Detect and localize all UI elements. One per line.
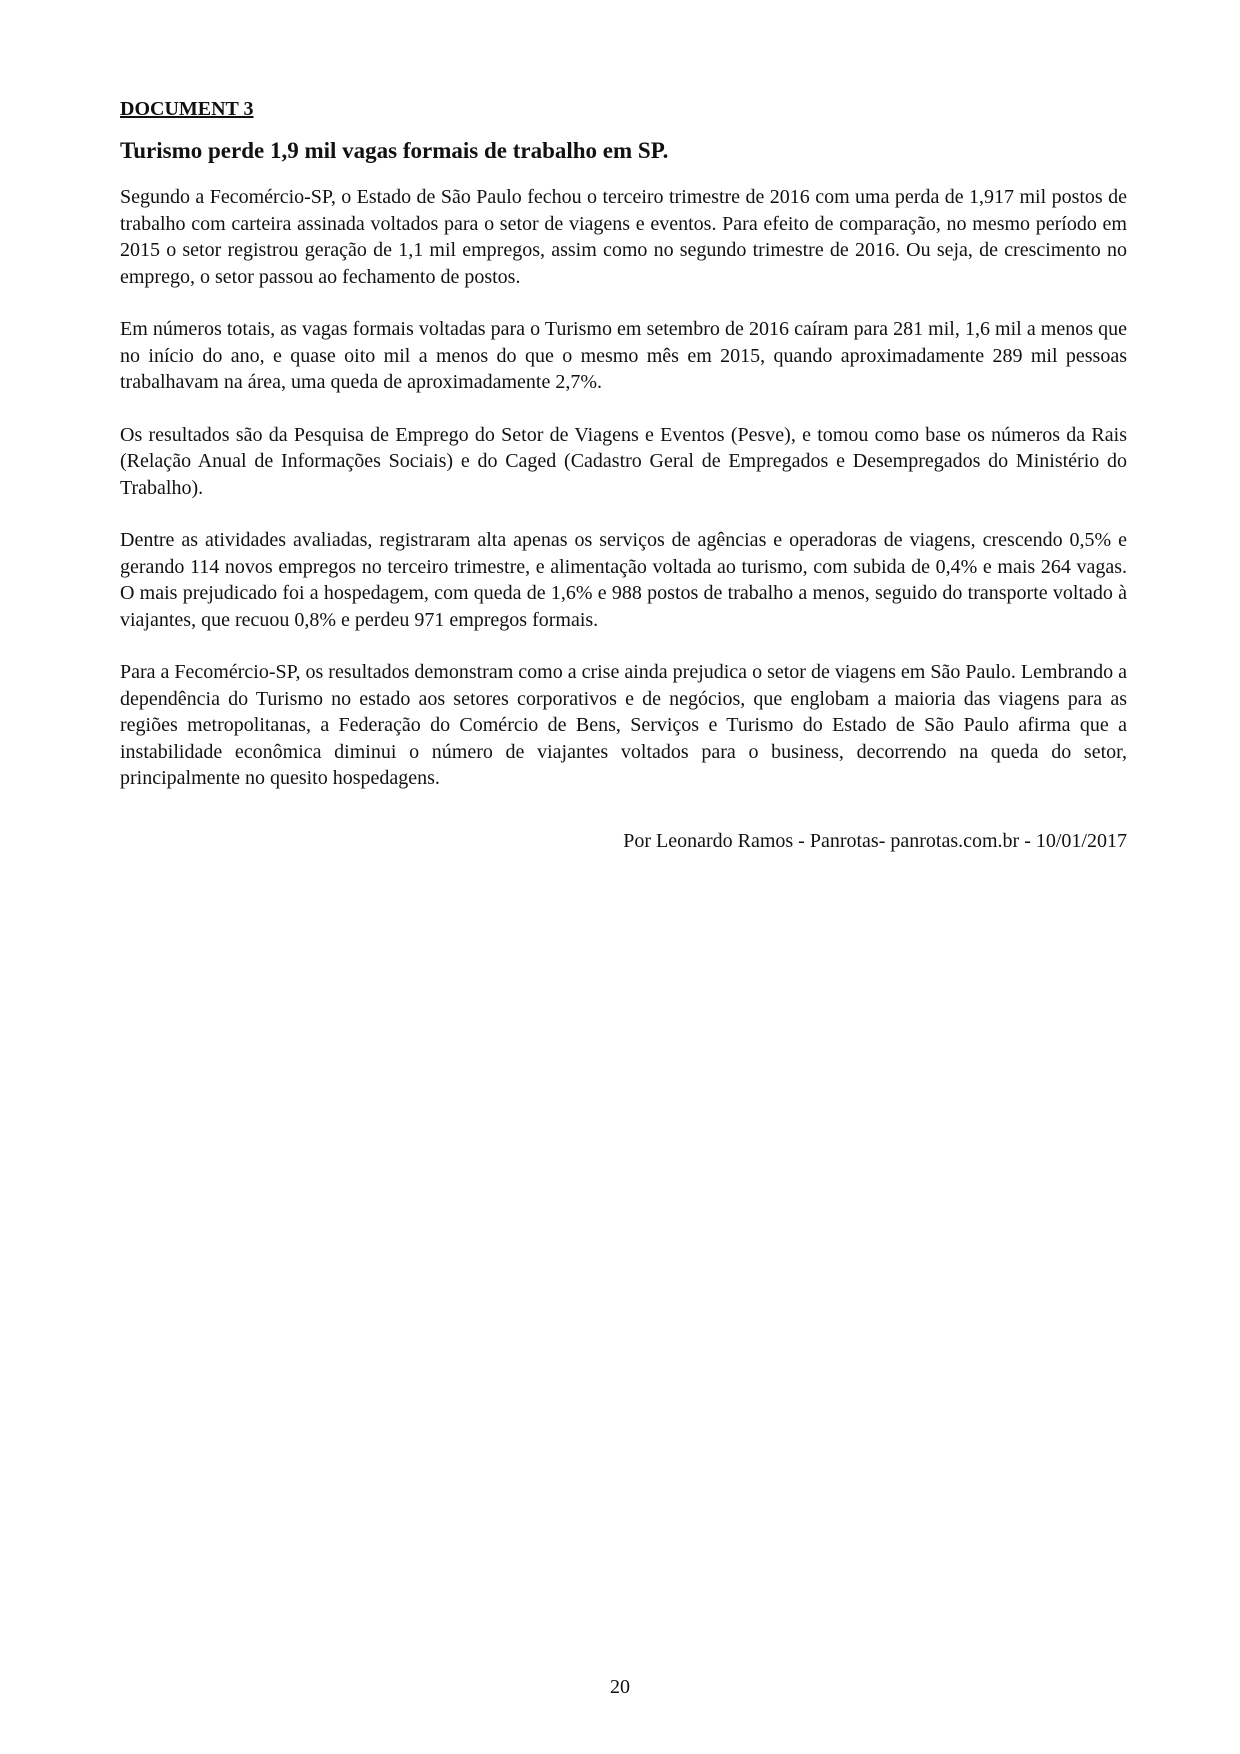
article-headline: Turismo perde 1,9 mil vagas formais de trabalho em SP. (120, 138, 669, 163)
article-paragraph: Segundo a Fecomércio-SP, o Estado de São Paulo fechou o terceiro trimestre de 2016 com uma perda de 1,917 mil postos de trabalho com carteira assinada voltados para o setor de viagens e eventos. Para efeito de comparação, no mesmo período em 2015 o setor registrou geração de 1,1 mil empregos, assim como no segundo trimestre de 2016. Ou seja, de crescimento no emprego, o setor passou ao fechamento de postos. (120, 186, 1127, 288)
article-paragraph: Em números totais, as vagas formais voltadas para o Turismo em setembro de 2016 caíram para 281 mil, 1,6 mil a menos que no início do ano, e quase oito mil a menos do que o mesmo mês em 2015, quando aproximadamente 289 mil pessoas trabalhavam na área, uma queda de aproximadamente 2,7%. (120, 318, 1127, 393)
article-paragraph: Dentre as atividades avaliadas, registraram alta apenas os serviços de agências e operadoras de viagens, crescendo 0,5% e gerando 114 novos empregos no terceiro trimestre, e alimentação voltada ao turismo, com subida de 0,4% e mais 264 vagas. O mais prejudicado foi a hospedagem, com queda de 1,6% e 988 postos de trabalho a menos, seguido do transporte voltado à viajantes, que recuou 0,8% e perdeu 971 empregos formais. (120, 529, 1127, 631)
article-byline: Por Leonardo Ramos - Panrotas- panrotas.com.br - 10/01/2017 (623, 829, 1127, 852)
document-label: DOCUMENT 3 (120, 98, 254, 120)
document-page (120, 96, 1127, 854)
article-paragraph: Para a Fecomércio-SP, os resultados demonstram como a crise ainda prejudica o setor de viagens em São Paulo. Lembrando a dependência do Turismo no estado aos setores corporativos e de negócios, que englobam a maioria das viagens para as regiões metropolitanas, a Federação do Comércio de Bens, Serviços e Turismo do Estado de São Paulo afirma que a instabilidade econômica diminui o número de viajantes voltados para o business, decorrendo na queda do setor, principalmente no quesito hospedagens. (120, 661, 1127, 789)
page-number: 20 (610, 1676, 630, 1698)
article-paragraph: Os resultados são da Pesquisa de Emprego do Setor de Viagens e Eventos (Pesve), e tomou como base os números da Rais (Relação Anual de Informações Sociais) e do Caged (Cadastro Geral de Empregados e Desempregados do Ministério do Trabalho). (120, 423, 1127, 499)
